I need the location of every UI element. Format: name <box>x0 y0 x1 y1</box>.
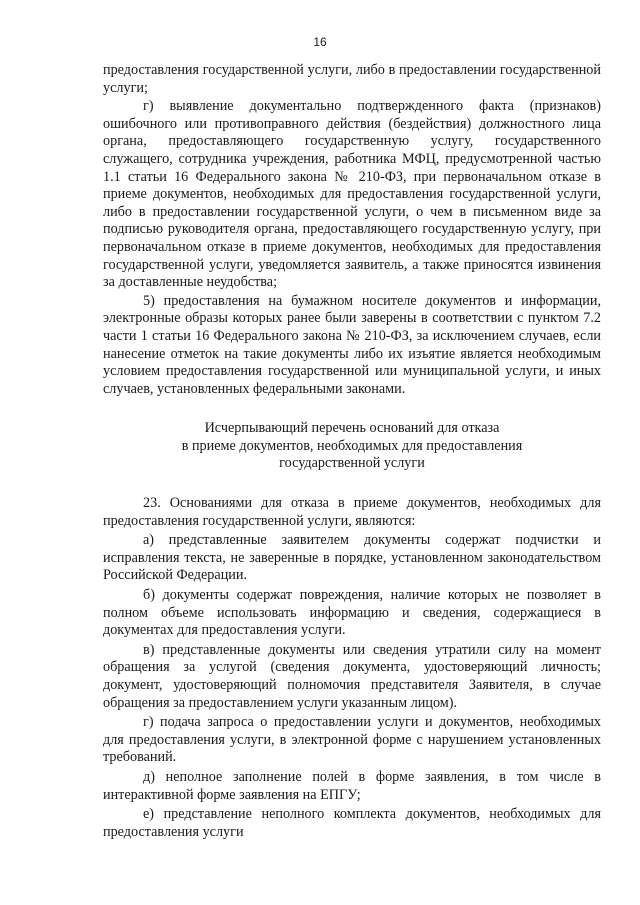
paragraph-item-a: а) представленные заявителем документы содержат подчистки и исправления текста, не заверенные в порядке, установленном законодательством Российской Федерации. <box>103 532 601 584</box>
paragraph-item-g: г) выявление документально подтвержденного факта (признаков) ошибочного или противоправного действия (бездействия) должностного лица органа, предоставляющего государственную услугу, государственного служащего, сотрудника учреждения, работника МФЦ, предусмотренной частью 1.1 статьи 16 Федерального закона № 210-ФЗ, при первоначальном отказе в приеме документов, необходимых для предоставления государственной услуги, либо в предоставлении государственной услуги, о чем в письменном виде за подписью руководителя органа, предоставляющего государственную услугу, при первоначальном отказе в приеме документов, необходимых для предоставления государственной услуги, уведомляется заявитель, а также приносятся извинения за доставленные неудобства; <box>103 98 601 291</box>
paragraph-item-b: б) документы содержат повреждения, наличие которых не позволяет в полном объеме использовать информацию и сведения, содержащиеся в документах для предоставления услуги. <box>103 587 601 639</box>
heading-line: государственной услуги <box>279 455 425 472</box>
paragraph-item-5: 5) предоставления на бумажном носителе документов и информации, электронные образы которых ранее были заверены в соответствии с пунктом 7.2 части 1 статьи 16 Федерального закона № 210-ФЗ, за исключением случаев, если нанесение отметок на такие документы либо их изъятие является необходимым условием предоставления государственной или муниципальной услуги, и иных случаев, установленных федеральными законами. <box>103 292 601 397</box>
page-number: 16 <box>313 35 327 49</box>
paragraph-item-v: в) представленные документы или сведения утратили силу на момент обращения за услугой (сведения документа, удостоверяющий личность; документ, удостоверяющий полномочия представителя Заявителя, в случае обращения за предоставлением услуги указанным лицом). <box>103 641 601 711</box>
paragraph-23: 23. Основаниями для отказа в приеме документов, необходимых для предоставления государственной услуги, являются: <box>103 495 601 529</box>
paragraph-item-e: е) представление неполного комплекта документов, необходимых для предоставления услуги <box>103 806 601 840</box>
document-body <box>103 62 601 843</box>
heading-line: Исчерпывающий перечень оснований для отказа <box>204 420 500 437</box>
heading-line: в приеме документов, необходимых для предоставления <box>181 437 523 454</box>
paragraph-continuation: предоставления государственной услуги, либо в предоставлении государственной услуги; <box>103 62 601 96</box>
paragraph-item-d: д) неполное заполнение полей в форме заявления, в том числе в интерактивной форме заявления на ЕПГУ; <box>103 768 601 803</box>
paragraph-item-g2: г) подача запроса о предоставлении услуги и документов, необходимых для предоставления услуги, в электронной форме с нарушением установленных требований. <box>103 714 601 766</box>
section-heading <box>103 420 601 473</box>
